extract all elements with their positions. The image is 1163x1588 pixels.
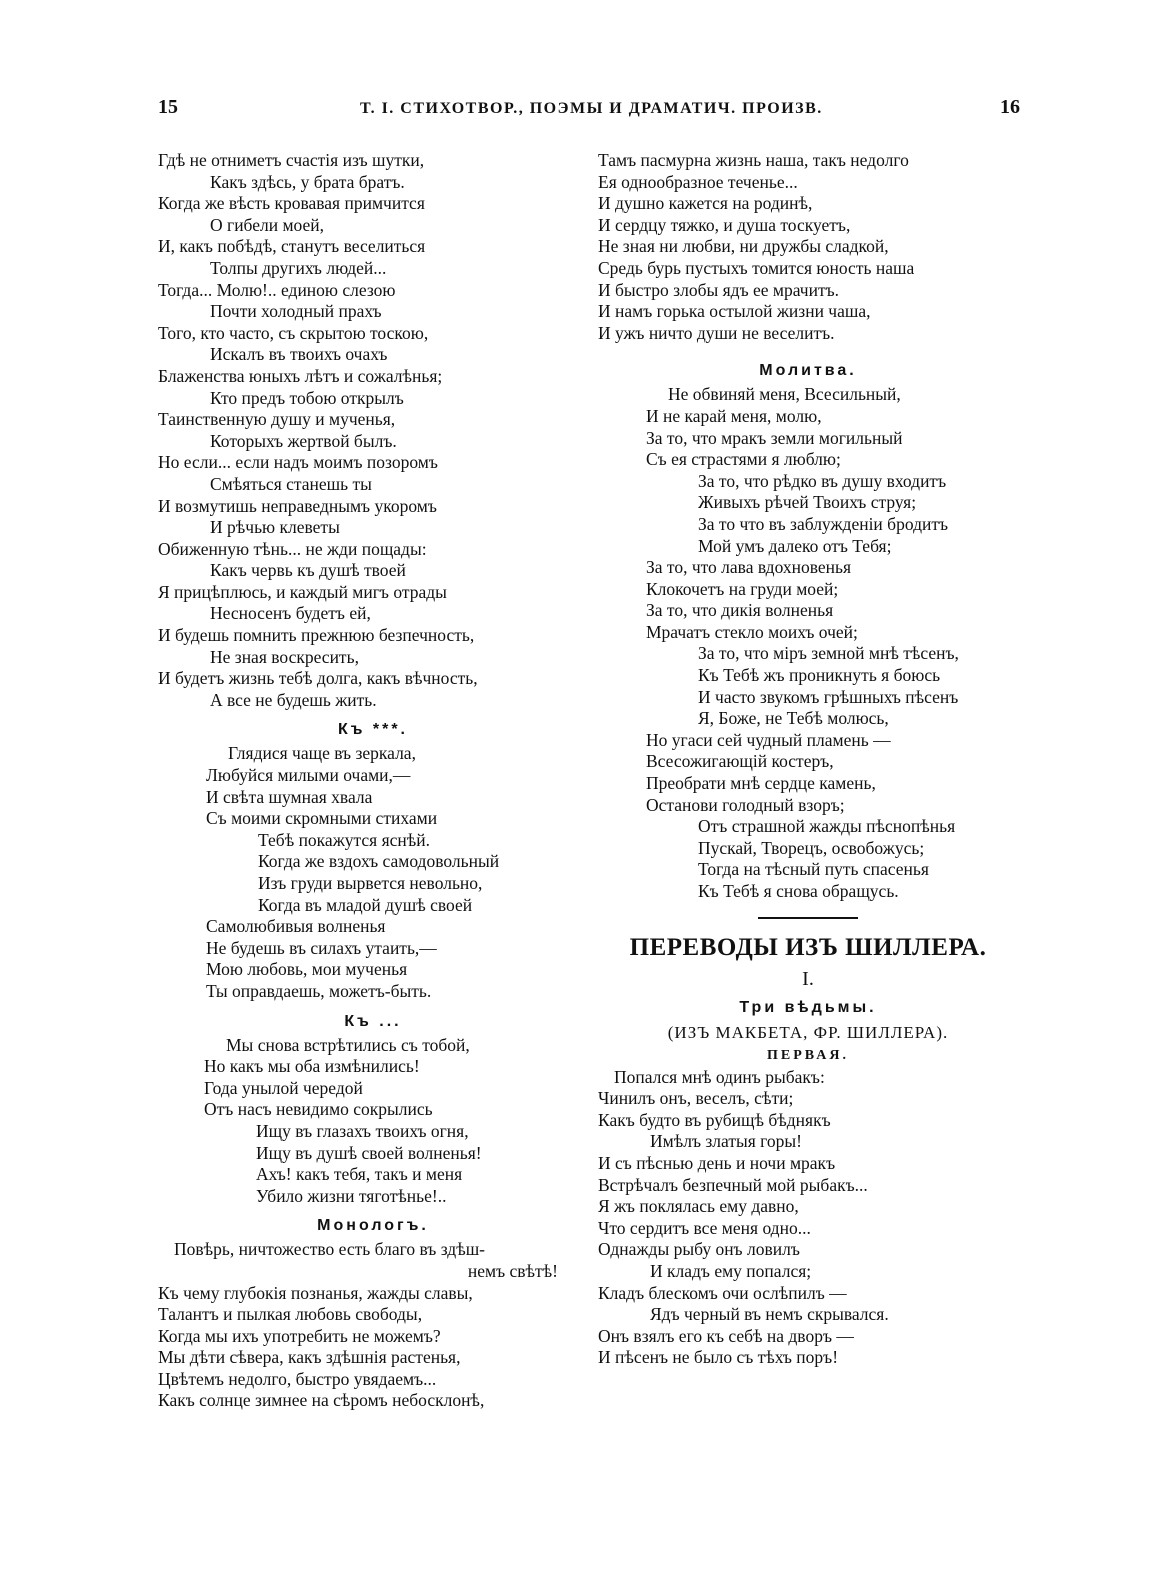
verse-line: Несносенъ будетъ ей,: [210, 603, 371, 624]
section-title: ПЕРЕВОДЫ ИЗЪ ШИЛЛЕРА.: [629, 933, 987, 961]
poem-part-label: ПЕРВАЯ.: [767, 1047, 849, 1063]
verse-line: Какъ здѣсь, у брата братъ.: [210, 171, 405, 192]
verse-line: И будешь помнить прежнюю безпечность,: [158, 625, 475, 646]
verse-line: Которыхъ жертвой былъ.: [210, 430, 397, 451]
verse-line: Къ Тебѣ жъ проникнуть я боюсь: [698, 665, 941, 686]
verse-line: Ищу въ душѣ своей волненья!: [256, 1142, 482, 1163]
verse-line: Глядися чаще въ зеркала,: [228, 743, 416, 764]
verse-line: Обиженную тѣнь... не жди пощады:: [158, 538, 427, 559]
verse-line: Когда въ младой душѣ своей: [258, 894, 473, 915]
verse-line: Ахъ! какъ тебя, такъ и меня: [256, 1164, 463, 1185]
verse-line: Ядъ черный въ немъ скрывался.: [650, 1304, 889, 1325]
verse-line: Съ ея страстями я люблю;: [646, 449, 841, 470]
verse-line: Живыхъ рѣчей Твоихъ струя;: [698, 492, 917, 513]
verse-line: И свѣта шумная хвала: [206, 786, 373, 807]
verse-line: Отъ страшной жажды пѣснопѣнья: [698, 816, 956, 837]
verse-line: Мы дѣти сѣвера, какъ здѣшнія растенья,: [158, 1347, 461, 1368]
poem-monolog: [158, 1239, 588, 1412]
poem-title-molitva: Молитва.: [759, 362, 857, 380]
verse-line: И быстро злобы ядъ ее мрачитъ.: [598, 279, 840, 300]
verse-line: Клокочетъ на груди моей;: [646, 578, 839, 599]
verse-line: немъ свѣтѣ!: [467, 1260, 558, 1281]
poem-tri-vedmy: [598, 1067, 1018, 1369]
verse-line: Мою любовь, мои мученья: [206, 959, 408, 980]
verse-line: Любуйся милыми очами,—: [206, 765, 411, 786]
verse-line: Мрачатъ стекло моихъ очей;: [646, 621, 858, 642]
verse-line: Къ Тебѣ я снова обращусь.: [698, 881, 899, 901]
verse-line: И рѣчью клеветы: [210, 517, 340, 538]
verse-line: И часто звукомъ грѣшныхъ пѣсенъ: [698, 686, 959, 707]
verse-line: Онъ взялъ его къ себѣ на дворъ —: [598, 1325, 854, 1346]
verse-line: Какъ будто въ рубищѣ бѣднякъ: [598, 1109, 831, 1130]
verse-line: Какъ солнце зимнее на сѣромъ небосклонѣ,: [158, 1390, 485, 1411]
verse-line: За то, что лава вдохновенья: [646, 557, 852, 578]
verse-line: О гибели моей,: [210, 214, 325, 235]
verse-line: За то, что дикія волненья: [646, 600, 834, 621]
poem-title-k-stars: Къ ***.: [338, 721, 408, 739]
verse-line: Чинилъ онъ, веселъ, сѣти;: [598, 1088, 794, 1109]
verse-line: Отъ насъ невидимо сокрылись: [204, 1099, 433, 1120]
verse-line: Тебѣ покажутся яснѣй.: [258, 829, 431, 850]
verse-line: Но какъ мы оба измѣнились!: [204, 1056, 420, 1077]
verse-line: Года унылой чередой: [204, 1077, 363, 1098]
verse-line: Что сердитъ все меня одно...: [598, 1217, 811, 1238]
verse-line: И съ пѣснью день и ночи мракъ: [598, 1152, 836, 1173]
verse-line: Толпы другихъ людей...: [210, 257, 387, 278]
poem-title-monolog: Монологъ.: [317, 1217, 429, 1235]
verse-line: Не зная воскресить,: [210, 646, 359, 667]
verse-line: Всесожигающій костеръ,: [646, 751, 834, 772]
running-head: Т. I. СТИХОТВОР., ПОЭМЫ И ДРАМАТИЧ. ПРОИЗВ.: [360, 100, 823, 117]
verse-line: Не зная ни любви, ни дружбы сладкой,: [598, 236, 889, 257]
section-divider: [758, 917, 858, 919]
verse-line: За то что въ заблужденіи бродитъ: [698, 513, 949, 534]
verse-line: Преобрати мнѣ сердце камень,: [646, 773, 876, 794]
verse-line: За то, что рѣдко въ душу входитъ: [698, 470, 947, 491]
verse-line: Когда же вѣсть кровавая примчится: [158, 193, 425, 214]
verse-line: Гдѣ не отниметъ счастія изъ шутки,: [158, 150, 425, 170]
poem-continuation: [158, 150, 588, 711]
verse-line: Мой умъ далеко отъ Тебя;: [698, 535, 892, 556]
page-number-left: 15: [158, 96, 178, 118]
verse-line: Средь бурь пустыхъ томится юность наша: [598, 257, 915, 278]
poem-title-tri-vedmy: Три вѣдьмы.: [739, 998, 877, 1016]
verse-line: Останови голодный взоръ;: [646, 794, 845, 815]
verse-line: Смѣяться станешь ты: [210, 473, 372, 494]
right-column: [598, 150, 1018, 1369]
verse-line: Къ чему глубокія познанья, жажды славы,: [158, 1282, 473, 1303]
verse-line: И будетъ жизнь тебѣ долга, какъ вѣчность,: [158, 668, 478, 689]
verse-line: Когда же вздохъ самодовольный: [258, 851, 500, 872]
verse-line: И пѣсенъ не было съ тѣхъ поръ!: [598, 1347, 839, 1368]
verse-line: И душно кажется на родинѣ,: [598, 193, 813, 214]
verse-line: И намъ горька остылой жизни чаша,: [598, 301, 871, 322]
verse-line: Почти холодный прахъ: [210, 301, 382, 322]
verse-line: Тогда на тѣсный путь спасенья: [698, 859, 929, 880]
verse-line: За то, что міръ земной мнѣ тѣсенъ,: [698, 643, 959, 664]
verse-line: Какъ червь къ душѣ твоей: [210, 560, 406, 581]
page-number-right: 16: [1000, 96, 1020, 118]
verse-line: И сердцу тяжко, и душа тоскуетъ,: [598, 214, 851, 235]
section-number: I.: [802, 967, 814, 990]
verse-line: Не обвиняй меня, Всесильный,: [668, 384, 901, 405]
verse-line: А все не будешь жить.: [210, 689, 377, 710]
poem-subtitle: (ИЗЪ МАКБЕТА, ФР. ШИЛЛЕРА).: [667, 1022, 949, 1042]
verse-line: Ищу въ глазахъ твоихъ огня,: [256, 1120, 469, 1141]
verse-line: Встрѣчалъ безпечный мой рыбакъ...: [598, 1174, 868, 1195]
verse-line: Мы снова встрѣтились съ тобой,: [226, 1034, 470, 1055]
verse-line: Однажды рыбу онъ ловилъ: [598, 1239, 800, 1260]
verse-line: Но угаси сей чудный пламень —: [646, 729, 891, 750]
verse-line: Изъ груди вырвется невольно,: [258, 873, 483, 893]
verse-line: И не карай меня, молю,: [646, 405, 822, 426]
poem-molitva: [598, 384, 1018, 902]
verse-line: Тамъ пасмурна жизнь наша, такъ недолго: [598, 150, 909, 170]
verse-line: Я прицѣплюсь, и каждый мигъ отрады: [158, 581, 447, 602]
verse-line: Съ моими скромными стихами: [206, 808, 438, 829]
verse-line: Имѣлъ златыя горы!: [650, 1131, 802, 1152]
verse-line: И ужъ ничто души не веселитъ.: [598, 322, 835, 343]
poem-title-k: Къ ...: [344, 1012, 402, 1030]
verse-line: Блаженства юныхъ лѣтъ и сожалѣнья;: [158, 365, 443, 386]
poem-k-stars: [158, 743, 588, 1002]
verse-line: Того, кто часто, съ скрытою тоскою,: [158, 322, 429, 343]
verse-line: Я, Боже, не Тебѣ молюсь,: [698, 708, 889, 729]
verse-line: Когда мы ихъ употребить не можемъ?: [158, 1325, 441, 1346]
left-column: [158, 150, 588, 1412]
verse-line: И возмутишь неправеднымъ укоромъ: [158, 495, 437, 516]
verse-line: Кто предъ тобою открылъ: [210, 387, 404, 408]
verse-line: Ея однообразное теченье...: [598, 171, 798, 192]
verse-line: Убило жизни тяготѣнье!..: [256, 1185, 447, 1206]
verse-line: Талантъ и пылкая любовь свободы,: [158, 1304, 423, 1325]
verse-line: Не будешь въ силахъ утаить,—: [206, 937, 437, 958]
verse-line: И кладъ ему попался;: [650, 1260, 812, 1281]
verse-line: За то, что мракъ земли могильный: [646, 427, 903, 448]
verse-line: Кладъ блескомъ очи ослѣпилъ —: [598, 1282, 847, 1303]
verse-line: Искалъ въ твоихъ очахъ: [210, 344, 388, 365]
verse-line: Попался мнѣ одинъ рыбакъ:: [614, 1066, 825, 1087]
verse-line: Но если... если надъ моимъ позоромъ: [158, 452, 438, 473]
verse-line: Таинственную душу и мученья,: [158, 409, 396, 430]
monolog-continuation: [598, 150, 1018, 344]
verse-line: Ты оправдаешь, можетъ-быть.: [206, 980, 432, 1001]
verse-line: Я жъ поклялась ему давно,: [598, 1196, 799, 1217]
poem-k: [158, 1035, 588, 1208]
verse-line: Самолюбивыя волненья: [206, 916, 386, 937]
verse-line: Тогда... Молю!.. единою слезою: [158, 279, 396, 300]
verse-line: Повѣрь, ничтожество есть благо въ здѣш-: [174, 1239, 486, 1260]
verse-line: Цвѣтемъ недолго, быстро увядаемъ...: [158, 1368, 437, 1389]
verse-line: Пускай, Творецъ, освобожусь;: [698, 837, 925, 858]
verse-line: И, какъ побѣдѣ, станутъ веселиться: [158, 236, 426, 257]
